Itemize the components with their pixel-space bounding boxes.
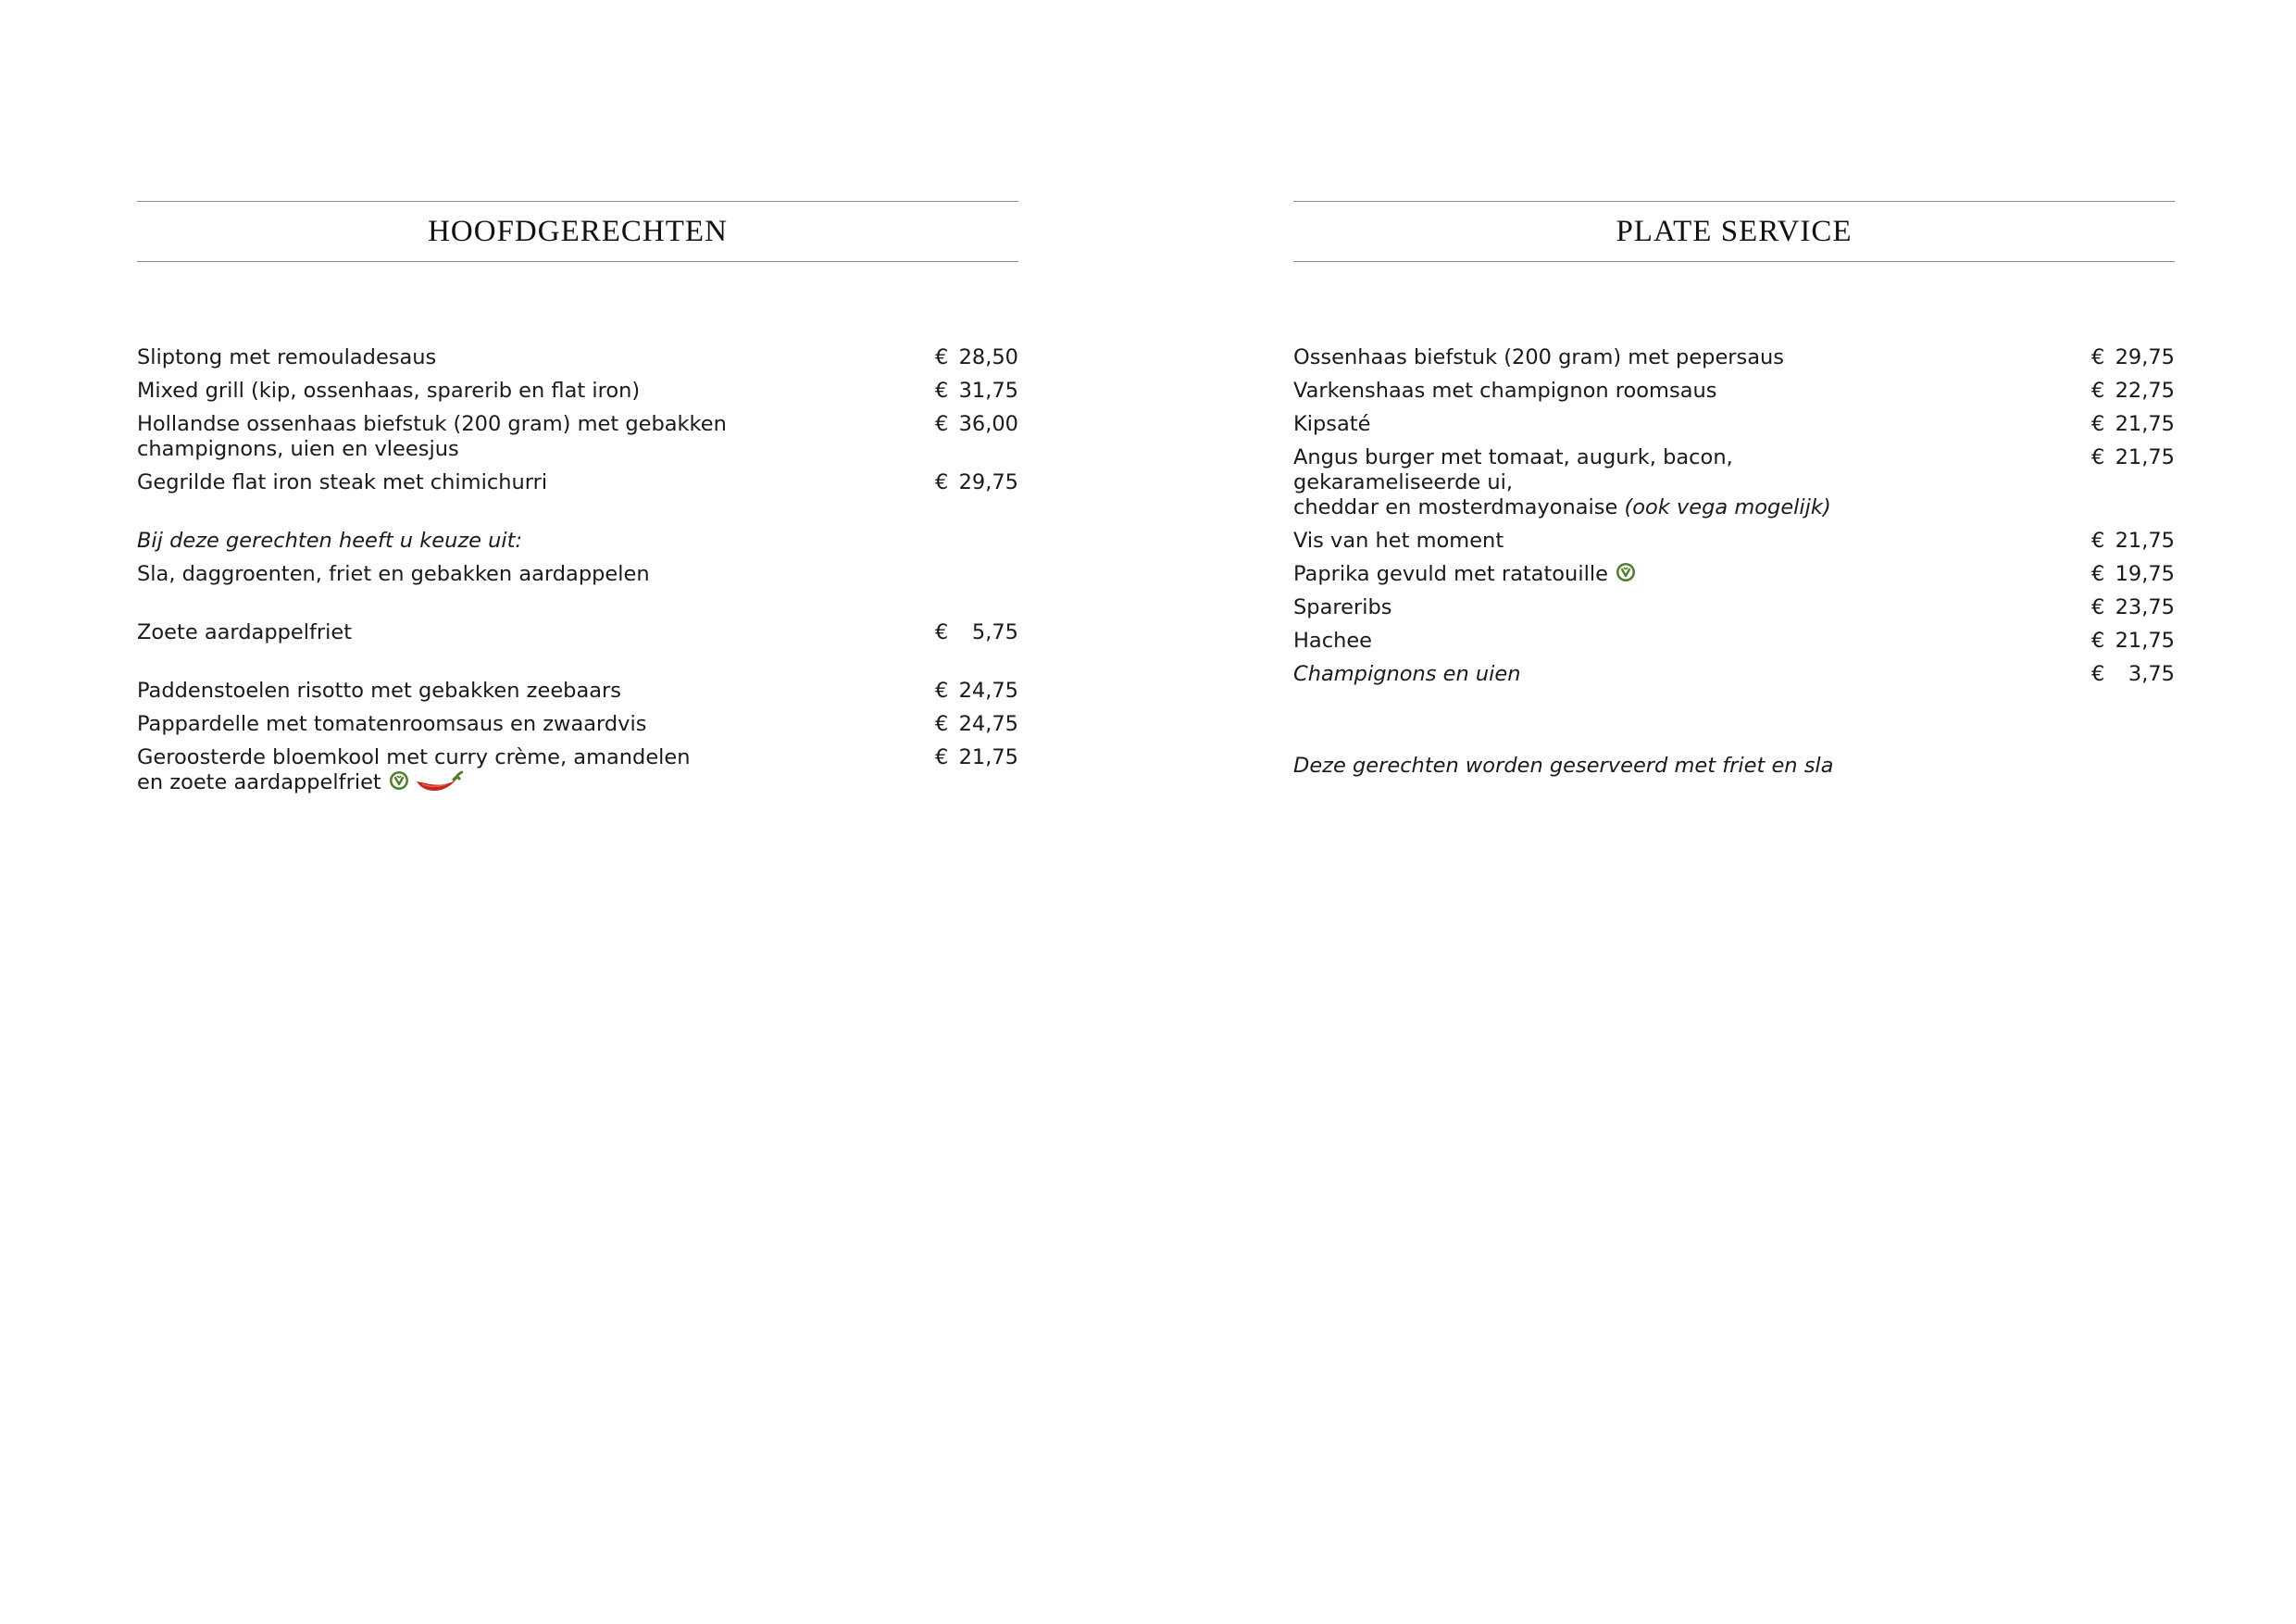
- vegetarian-icon: [1616, 562, 1636, 582]
- dish-name-line2: en zoete aardappelfriet: [137, 770, 381, 794]
- choice-options-text: Sla, daggroenten, friet en gebakken aardappelen: [137, 562, 650, 586]
- dish-price: [2091, 412, 2175, 437]
- menu-item: [1293, 629, 2175, 654]
- menu-item: [137, 712, 1018, 737]
- menu-item: [1293, 412, 2175, 437]
- price-amount: 23,75: [2115, 595, 2175, 619]
- price-amount: 31,75: [958, 379, 1018, 403]
- price-amount: 28,50: [958, 345, 1018, 369]
- menu-item: [137, 470, 1018, 495]
- menu-item: [1293, 529, 2175, 554]
- choice-options: [137, 562, 1018, 587]
- currency-symbol: €: [2091, 445, 2105, 469]
- section-title: HOOFDGERECHTEN: [428, 214, 728, 248]
- dish-price: [2091, 562, 2175, 587]
- price-amount: 24,75: [958, 679, 1018, 703]
- currency-symbol: €: [2091, 412, 2105, 436]
- menu-item-extra: [137, 620, 1018, 645]
- dish-price: [2091, 345, 2175, 370]
- dish-name: Sliptong met remouladesaus: [137, 345, 437, 369]
- dish-name: [1293, 445, 1904, 520]
- dish-price: [935, 412, 1018, 437]
- dish-name-line1: Geroosterde bloemkool met curry crème, amandelen: [137, 745, 691, 769]
- dish-price: [2091, 595, 2175, 620]
- section-title: PLATE SERVICE: [1616, 214, 1853, 248]
- dish-price: [935, 345, 1018, 370]
- price-amount: 29,75: [958, 470, 1018, 494]
- dish-name-line1: Hollandse ossenhaas biefstuk (200 gram) met gebakken: [137, 412, 727, 436]
- currency-symbol: €: [2091, 379, 2105, 403]
- currency-symbol: €: [935, 412, 949, 436]
- section-header: [137, 201, 1018, 262]
- dish-name: [137, 745, 748, 795]
- menu-list: [1293, 345, 2175, 779]
- dish-price: [2091, 629, 2175, 654]
- dish-price: [935, 470, 1018, 495]
- price-amount: 21,75: [2115, 412, 2175, 436]
- dish-price: [2091, 529, 2175, 554]
- menu-item: [137, 745, 1018, 795]
- dish-price: [935, 620, 1018, 645]
- price-amount: 21,75: [2115, 445, 2175, 469]
- dish-name: Mixed grill (kip, ossenhaas, sparerib en flat iron): [137, 379, 641, 403]
- dish-price: [2091, 445, 2175, 470]
- price-amount: 22,75: [2115, 379, 2175, 403]
- menu-item: [1293, 379, 2175, 404]
- price-amount: 21,75: [2115, 629, 2175, 653]
- currency-symbol: €: [2091, 345, 2105, 369]
- dish-name: Hachee: [1293, 629, 1373, 653]
- currency-symbol: €: [935, 470, 949, 494]
- dish-name: Varkenshaas met champignon roomsaus: [1293, 379, 1717, 403]
- menu-column-plate-service: [1293, 201, 2175, 787]
- price-amount: 29,75: [2115, 345, 2175, 369]
- price-amount: 24,75: [958, 712, 1018, 736]
- dish-name: Ossenhaas biefstuk (200 gram) met pepersaus: [1293, 345, 1785, 369]
- currency-symbol: €: [935, 679, 949, 703]
- dish-price: [2091, 379, 2175, 404]
- currency-symbol: €: [935, 620, 949, 644]
- dish-name: Champignons en uien: [1293, 662, 1521, 686]
- vegetarian-icon: [389, 770, 409, 791]
- footnote-text: Deze gerechten worden geserveerd met friet en sla: [1293, 754, 1834, 778]
- dish-name-line1: Angus burger met tomaat, augurk, bacon, gekarameliseerde ui,: [1293, 445, 1733, 494]
- dish-price: [935, 745, 1018, 770]
- section-header: [1293, 201, 2175, 262]
- currency-symbol: €: [935, 745, 949, 769]
- dish-name: Gegrilde flat iron steak met chimichurri: [137, 470, 548, 494]
- chili-pepper-icon: [413, 770, 463, 794]
- menu-item: [1293, 662, 2175, 687]
- menu-item: [1293, 595, 2175, 620]
- dish-price: [2091, 662, 2175, 687]
- dish-price: [935, 379, 1018, 404]
- dish-name: [1293, 562, 1904, 587]
- price-amount: 36,00: [958, 412, 1018, 436]
- currency-symbol: €: [2091, 595, 2105, 619]
- dish-name: Pappardelle met tomatenroomsaus en zwaardvis: [137, 712, 647, 736]
- dish-name: Paddenstoelen risotto met gebakken zeebaars: [137, 679, 621, 703]
- price-amount: 3,75: [2128, 662, 2175, 686]
- menu-column-hoofdgerechten: [137, 201, 1018, 804]
- menu-item: [1293, 345, 2175, 370]
- menu-item: [1293, 445, 2175, 520]
- dish-name-line2: champignons, uien en vleesjus: [137, 437, 459, 461]
- dish-note: (ook vega mogelijk): [1624, 495, 1831, 519]
- footnote: [1293, 754, 2175, 779]
- dish-name: Kipsaté: [1293, 412, 1371, 436]
- menu-list: [137, 345, 1018, 795]
- currency-symbol: €: [2091, 662, 2105, 686]
- choice-intro-text: Bij deze gerechten heeft u keuze uit:: [137, 529, 523, 553]
- dish-name: Zoete aardappelfriet: [137, 620, 353, 644]
- price-amount: 19,75: [2115, 562, 2175, 586]
- price-amount: 21,75: [958, 745, 1018, 769]
- menu-item: [137, 679, 1018, 704]
- choice-intro: [137, 529, 1018, 554]
- dish-price: [935, 712, 1018, 737]
- price-amount: 5,75: [971, 620, 1018, 644]
- dish-name-line2: cheddar en mosterdmayonaise: [1293, 495, 1618, 519]
- currency-symbol: €: [2091, 629, 2105, 653]
- dish-name: Spareribs: [1293, 595, 1392, 619]
- dish-price: [935, 679, 1018, 704]
- dish-name: Vis van het moment: [1293, 529, 1504, 553]
- menu-item: [137, 345, 1018, 370]
- dish-name: [137, 412, 748, 462]
- menu-item: [1293, 562, 2175, 587]
- currency-symbol: €: [935, 379, 949, 403]
- currency-symbol: €: [935, 345, 949, 369]
- currency-symbol: €: [2091, 529, 2105, 553]
- dish-name-text: Paprika gevuld met ratatouille: [1293, 562, 1608, 586]
- menu-item: [137, 379, 1018, 404]
- price-amount: 21,75: [2115, 529, 2175, 553]
- currency-symbol: €: [935, 712, 949, 736]
- currency-symbol: €: [2091, 562, 2105, 586]
- menu-item: [137, 412, 1018, 462]
